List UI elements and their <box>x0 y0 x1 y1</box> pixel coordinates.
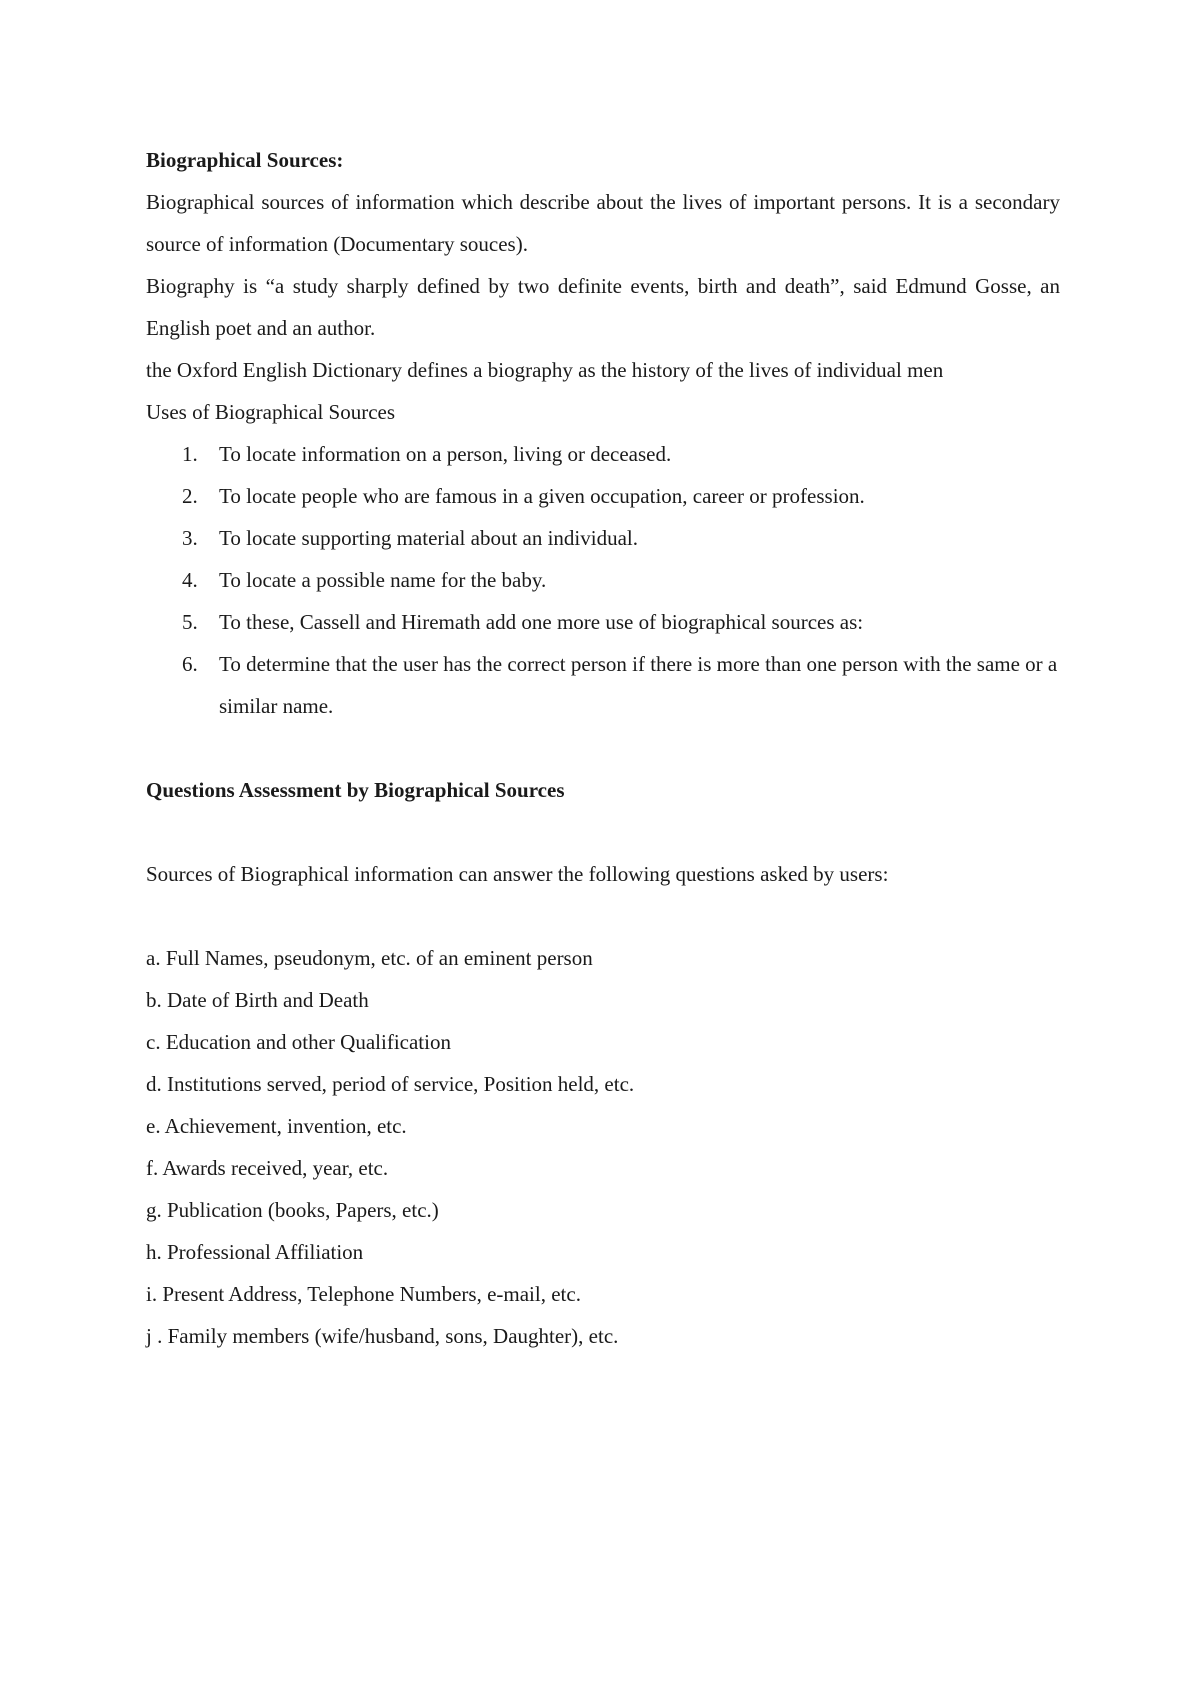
blank-line <box>146 811 1060 853</box>
list-item <box>146 559 1060 601</box>
uses-list <box>146 433 1060 727</box>
blank-line <box>146 895 1060 937</box>
list-number: 3. <box>182 526 198 550</box>
list-item-text: To locate a possible name for the baby. <box>219 568 547 592</box>
list-item: f. Awards received, year, etc. <box>146 1156 389 1180</box>
uses-heading: Uses of Biographical Sources <box>146 400 396 424</box>
list-item-text: To locate information on a person, living or deceased. <box>219 442 672 466</box>
definition-paragraph: Biographical sources of information which describe about the lives of important persons. It is a secondary source of information (Documentary souces). <box>146 190 1060 256</box>
list-item: c. Education and other Qualification <box>146 1030 451 1054</box>
list-item <box>146 643 1060 727</box>
document-body <box>146 139 1060 1357</box>
biography-quote-paragraph: Biography is “a study sharply defined by two definite events, birth and death”, said Edmund Gosse, an English poet and an author. <box>146 274 1060 340</box>
blank-line <box>146 727 1060 769</box>
list-number: 4. <box>182 568 198 592</box>
section-heading-biographical-sources: Biographical Sources: <box>146 148 344 172</box>
list-item: a. Full Names, pseudonym, etc. of an eminent person <box>146 946 593 970</box>
oxford-definition-paragraph: the Oxford English Dictionary defines a biography as the history of the lives of individual men <box>146 358 944 382</box>
list-item <box>146 475 1060 517</box>
list-number: 6. <box>182 652 198 676</box>
list-item <box>146 433 1060 475</box>
list-item: j . Family members (wife/husband, sons, Daughter), etc. <box>146 1324 619 1348</box>
list-item <box>146 601 1060 643</box>
questions-list <box>146 937 1060 1357</box>
list-number: 2. <box>182 484 198 508</box>
list-item: e. Achievement, invention, etc. <box>146 1114 407 1138</box>
list-item: d. Institutions served, period of service, Position held, etc. <box>146 1072 635 1096</box>
list-item: g. Publication (books, Papers, etc.) <box>146 1198 439 1222</box>
list-item-text: To determine that the user has the correct person if there is more than one person with the same or a similar name. <box>219 652 1058 718</box>
list-item-text: To locate supporting material about an individual. <box>219 526 639 550</box>
list-item: b. Date of Birth and Death <box>146 988 369 1012</box>
list-item <box>146 517 1060 559</box>
list-item: i. Present Address, Telephone Numbers, e-mail, etc. <box>146 1282 581 1306</box>
list-item-text: To these, Cassell and Hiremath add one more use of biographical sources as: <box>219 610 864 634</box>
list-item-text: To locate people who are famous in a given occupation, career or profession. <box>219 484 865 508</box>
list-number: 1. <box>182 442 198 466</box>
list-item: h. Professional Affiliation <box>146 1240 364 1264</box>
questions-intro: Sources of Biographical information can answer the following questions asked by users: <box>146 862 889 886</box>
section-heading-questions-assessment: Questions Assessment by Biographical Sources <box>146 778 565 802</box>
list-number: 5. <box>182 610 198 634</box>
